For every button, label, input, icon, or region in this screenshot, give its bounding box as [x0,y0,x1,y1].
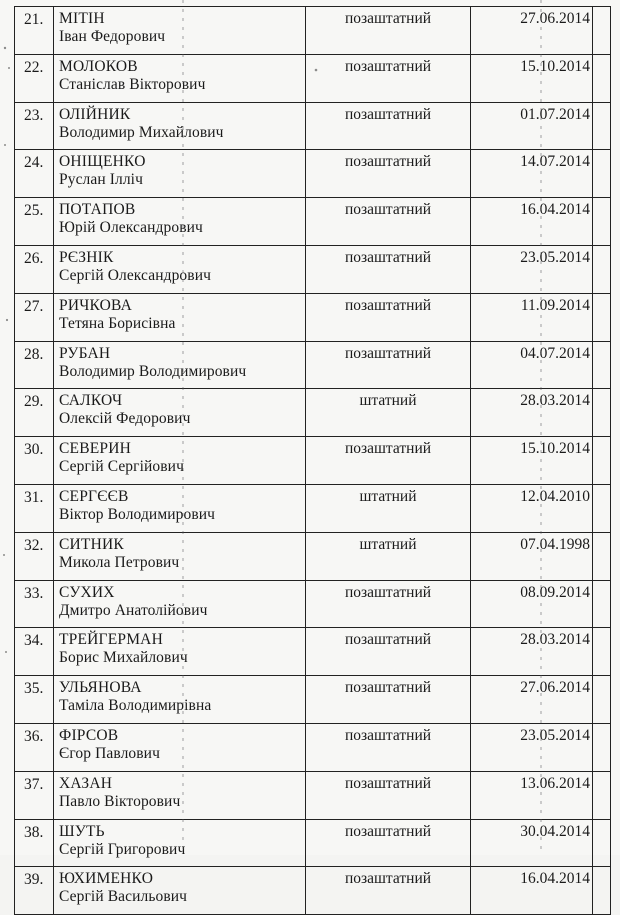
employment-status: позаштатний [306,628,471,676]
person-name-cell [54,245,306,293]
date-cell: 04.07.2014 [471,341,593,389]
person-name-cell [54,676,306,724]
surname: ШУТЬ [59,822,105,840]
blank-cell [593,7,611,55]
person-name-cell [54,532,306,580]
table-row [15,341,611,389]
surname: ФІРСОВ [59,726,119,744]
person-name-cell [54,341,306,389]
row-number: 21. [15,7,54,55]
date-cell: 15.10.2014 [471,54,593,102]
blank-cell [593,819,611,867]
employment-status: штатний [306,532,471,580]
table-row [15,771,611,819]
row-number: 25. [15,198,54,246]
person-name-cell [54,628,306,676]
given-names: Володимир Михайлович [59,123,224,141]
date-cell: 01.07.2014 [471,102,593,150]
row-number: 22. [15,54,54,102]
table-row [15,723,611,771]
person-name-cell [54,198,306,246]
employment-status: позаштатний [306,198,471,246]
blank-cell [593,676,611,724]
table-row [15,867,611,915]
person-name-cell [54,819,306,867]
given-names: Сергій Васильович [59,888,188,906]
row-number: 34. [15,628,54,676]
surname: СЕВЕРИН [59,440,132,458]
row-number: 27. [15,293,54,341]
date-cell: 12.04.2010 [471,484,593,532]
surname: МОЛОКОВ [59,57,138,75]
row-number: 38. [15,819,54,867]
employment-status: позаштатний [306,437,471,485]
person-name-cell [54,389,306,437]
row-number: 30. [15,437,54,485]
date-cell: 08.09.2014 [471,580,593,628]
date-cell: 27.06.2014 [471,7,593,55]
given-names: Таміла Володимирівна [59,697,212,715]
row-number: 23. [15,102,54,150]
row-number: 35. [15,676,54,724]
blank-cell [593,293,611,341]
table-row [15,389,611,437]
surname: ОЛІЙНИК [59,105,131,123]
row-number: 28. [15,341,54,389]
given-names: Сергій Олександрович [59,266,211,284]
person-name-cell [54,723,306,771]
date-cell: 28.03.2014 [471,628,593,676]
person-name-cell [54,102,306,150]
employment-status: штатний [306,389,471,437]
surname: РЄЗНІК [59,248,114,266]
employment-status: позаштатний [306,867,471,915]
blank-cell [593,580,611,628]
person-name-cell [54,867,306,915]
person-name-cell [54,150,306,198]
row-number: 24. [15,150,54,198]
row-number: 37. [15,771,54,819]
table-row [15,293,611,341]
person-name-cell [54,437,306,485]
table-row [15,628,611,676]
surname: ОНІЩЕНКО [59,153,146,171]
date-cell: 11.09.2014 [471,293,593,341]
table-row [15,245,611,293]
given-names: Павло Вікторович [59,792,181,810]
blank-cell [593,628,611,676]
person-name-cell [54,7,306,55]
table-row [15,484,611,532]
table-row [15,150,611,198]
employment-status: позаштатний [306,54,471,102]
row-number: 32. [15,532,54,580]
table-row [15,198,611,246]
date-cell: 23.05.2014 [471,245,593,293]
blank-cell [593,102,611,150]
row-number: 39. [15,867,54,915]
date-cell: 16.04.2014 [471,867,593,915]
blank-cell [593,484,611,532]
person-name-cell [54,580,306,628]
employment-status: позаштатний [306,150,471,198]
given-names: Станіслав Вікторович [59,75,206,93]
blank-cell [593,341,611,389]
blank-cell [593,532,611,580]
row-number: 29. [15,389,54,437]
row-number: 36. [15,723,54,771]
person-name-cell [54,771,306,819]
date-cell: 28.03.2014 [471,389,593,437]
given-names: Єгор Павлович [59,744,160,762]
given-names: Сергій Сергійович [59,458,184,476]
employment-status: штатний [306,484,471,532]
table-row [15,102,611,150]
table-body [15,7,611,915]
employment-status: позаштатний [306,819,471,867]
given-names: Віктор Володимирович [59,505,216,523]
blank-cell [593,437,611,485]
date-cell: 14.07.2014 [471,150,593,198]
given-names: Руслан Ілліч [59,171,143,189]
employment-status: позаштатний [306,102,471,150]
blank-cell [593,150,611,198]
given-names: Тетяна Борисівна [59,314,176,332]
employment-status: позаштатний [306,580,471,628]
surname: РУБАН [59,344,111,362]
surname: СИТНИК [59,535,124,553]
blank-cell [593,771,611,819]
given-names: Микола Петрович [59,553,180,571]
employment-status: позаштатний [306,676,471,724]
blank-cell [593,723,611,771]
person-name-cell [54,484,306,532]
surname: СУХИХ [59,583,115,601]
blank-cell [593,389,611,437]
surname: ПОТАПОВ [59,201,136,219]
blank-cell [593,867,611,915]
person-name-cell [54,293,306,341]
row-number: 33. [15,580,54,628]
table-row [15,54,611,102]
date-cell: 23.05.2014 [471,723,593,771]
date-cell: 27.06.2014 [471,676,593,724]
row-number: 26. [15,245,54,293]
given-names: Олексій Федорович [59,410,191,428]
blank-cell [593,245,611,293]
employment-status: позаштатний [306,293,471,341]
date-cell: 07.04.1998 [471,532,593,580]
surname: САЛКОЧ [59,392,123,410]
date-cell: 15.10.2014 [471,437,593,485]
employment-status: позаштатний [306,7,471,55]
blank-cell [593,54,611,102]
surname: ЮХИМЕНКО [59,870,154,888]
given-names: Юрій Олександрович [59,219,203,237]
surname: ТРЕЙГЕРМАН [59,631,163,649]
date-cell: 16.04.2014 [471,198,593,246]
surname: СЕРГЄЄВ [59,487,129,505]
blank-cell [593,198,611,246]
employment-status: позаштатний [306,723,471,771]
employment-status: позаштатний [306,245,471,293]
table-row [15,437,611,485]
date-cell: 13.06.2014 [471,771,593,819]
given-names: Дмитро Анатолійович [59,601,208,619]
person-name-cell [54,54,306,102]
given-names: Володимир Володимирович [59,362,247,380]
surname: РИЧКОВА [59,296,132,314]
table-row [15,819,611,867]
table-row [15,676,611,724]
row-number: 31. [15,484,54,532]
personnel-table [14,6,611,915]
given-names: Іван Федорович [59,28,166,45]
date-cell: 30.04.2014 [471,819,593,867]
employment-status: позаштатний [306,771,471,819]
surname: УЛЬЯНОВА [59,679,142,697]
table-row [15,532,611,580]
given-names: Сергій Григорович [59,840,186,858]
employment-status: позаштатний [306,341,471,389]
surname: МІТІН [59,10,105,27]
given-names: Борис Михайлович [59,649,188,667]
surname: ХАЗАН [59,774,113,792]
table-row [15,7,611,55]
table-row [15,580,611,628]
